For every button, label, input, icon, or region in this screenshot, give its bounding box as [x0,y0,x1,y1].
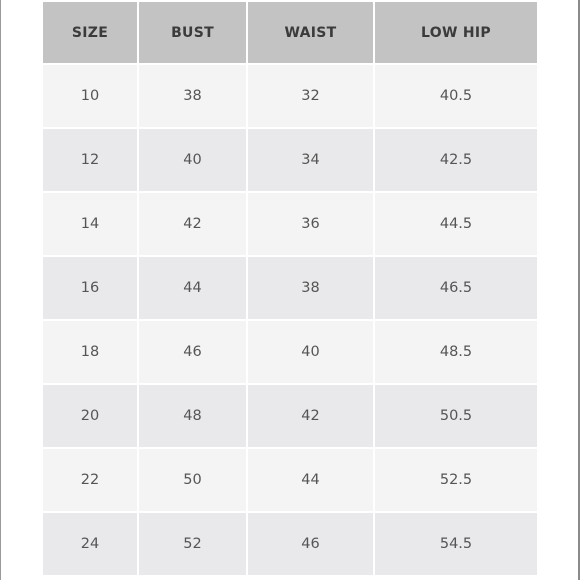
cell-size: 14 [43,193,139,257]
cell-bust: 50 [139,449,248,513]
cell-low-hip: 42.5 [375,129,537,193]
header-waist: WAIST [248,2,375,65]
table-row [43,385,537,449]
cell-waist: 34 [248,129,375,193]
table-row [43,65,537,129]
cell-size: 10 [43,65,139,129]
cell-size: 18 [43,321,139,385]
cell-size: 16 [43,257,139,321]
cell-size: 24 [43,513,139,577]
table-row [43,513,537,577]
table-row [43,321,537,385]
cell-low-hip: 50.5 [375,385,537,449]
cell-size: 22 [43,449,139,513]
cell-low-hip: 48.5 [375,321,537,385]
cell-waist: 32 [248,65,375,129]
cell-waist: 36 [248,193,375,257]
cell-low-hip: 44.5 [375,193,537,257]
size-chart-header [43,2,537,65]
cell-bust: 38 [139,65,248,129]
table-row [43,449,537,513]
cell-low-hip: 40.5 [375,65,537,129]
cell-waist: 40 [248,321,375,385]
size-chart-body [43,65,537,577]
cell-low-hip: 54.5 [375,513,537,577]
header-size: SIZE [43,2,139,65]
header-row [43,2,537,65]
cell-low-hip: 52.5 [375,449,537,513]
header-bust: BUST [139,2,248,65]
cell-size: 20 [43,385,139,449]
cell-low-hip: 46.5 [375,257,537,321]
cell-waist: 42 [248,385,375,449]
cell-bust: 42 [139,193,248,257]
cell-waist: 44 [248,449,375,513]
cell-bust: 44 [139,257,248,321]
size-chart-table [43,2,537,577]
header-low-hip: LOW HIP [375,2,537,65]
cell-bust: 48 [139,385,248,449]
cell-bust: 40 [139,129,248,193]
cell-bust: 52 [139,513,248,577]
table-row [43,193,537,257]
table-row [43,257,537,321]
cell-waist: 38 [248,257,375,321]
cell-waist: 46 [248,513,375,577]
cell-size: 12 [43,129,139,193]
left-frame-edge [0,0,1,580]
cell-bust: 46 [139,321,248,385]
table-row [43,129,537,193]
